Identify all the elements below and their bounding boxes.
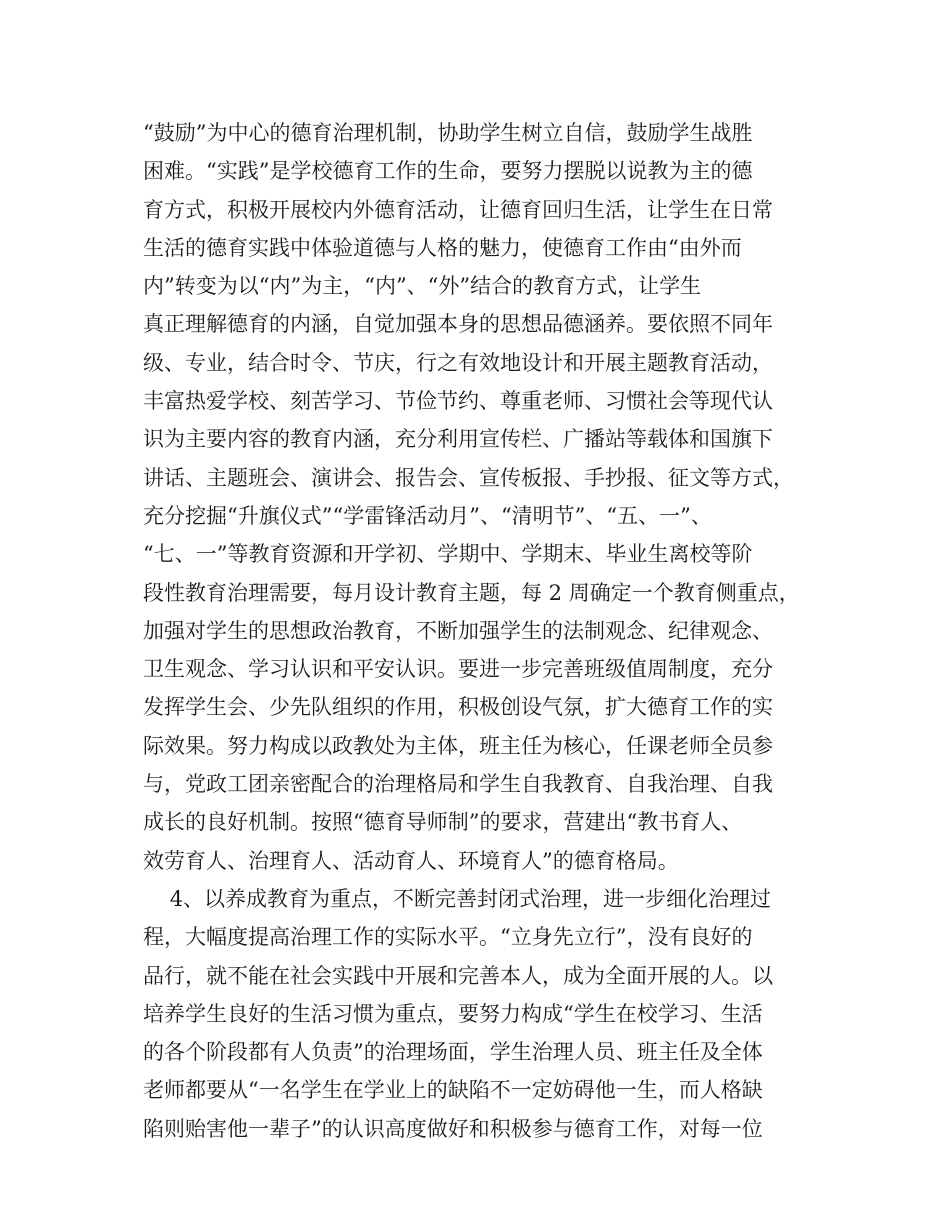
text-line: 加强对学生的思想政治教育，不断加强学生的法制观念、纪律观念、 — [143, 618, 773, 643]
text-line: 充分挖掘“升旗仪式”“学雷锋活动月”、“清明节”、“五、一”、 — [143, 503, 712, 528]
paragraph-1 — [143, 114, 823, 880]
text-line: “七、一”等教育资源和开学初、学期中、学期末、毕业生离校等阶 — [143, 542, 753, 567]
text-line: 识为主要内容的教育内涵，充分利用宣传栏、广播站等载体和国旗下 — [143, 427, 773, 452]
text-line: 与，党政工团亲密配合的治理格局和学生自我教育、自我治理、自我 — [143, 772, 773, 797]
text-line: 真正理解德育的内涵，自觉加强本身的思想品德涵养。要依照不同年 — [143, 312, 773, 337]
body-text — [143, 114, 823, 1148]
text-line: 程，大幅度提高治理工作的实际水平。“立身先立行”，没有良好的 — [143, 925, 753, 950]
text-line: 级、专业，结合时令、节庆，行之有效地设计和开展主题教育活动， — [143, 350, 773, 375]
text-line: 段性教育治理需要，每月设计教育主题，每 2 周确定一个教育侧重点， — [143, 580, 800, 605]
text-line: 效劳育人、治理育人、活动育人、环境育人”的德育格局。 — [143, 848, 679, 873]
paragraph-2 — [143, 880, 823, 1148]
text-line: 困难。“实践”是学校德育工作的生命，要努力摆脱以说教为主的德 — [143, 159, 753, 184]
text-line: 4、以养成教育为重点，不断完善封闭式治理，进一步细化治理过 — [143, 886, 772, 911]
text-line: 际效果。努力构成以政教处为主体，班主任为核心，任课老师全员参 — [143, 733, 773, 758]
text-line: 发挥学生会、少先队组织的作用，积极创设气氛，扩大德育工作的实 — [143, 695, 773, 720]
text-line: “鼓励”为中心的德育治理机制，协助学生树立自信，鼓励学生战胜 — [143, 121, 753, 145]
text-line: 陷则贻害他一辈子”的认识高度做好和积极参与德育工作，对每一位 — [143, 1116, 763, 1141]
text-line: 培养学生良好的生活习惯为重点，要努力构成“学生在校学习、生活 — [143, 1001, 763, 1026]
text-line: 育方式，积极开展校内外德育活动，让德育回归生活，让学生在日常 — [143, 197, 773, 222]
text-line: 的各个阶段都有人负责”的治理场面，学生治理人员、班主任及全体 — [143, 1040, 763, 1065]
text-line: 品行，就不能在社会实践中开展和完善本人，成为全面开展的人。以 — [143, 963, 773, 988]
text-line: 老师都要从“一名学生在学业上的缺陷不一定妨碍他一生，而人格缺 — [143, 1078, 763, 1103]
text-line: 内”转变为以“内”为主，“内”、“外”结合的教育方式，让学生 — [143, 274, 702, 299]
text-line: 讲话、主题班会、演讲会、报告会、宣传板报、手抄报、征文等方式， — [143, 465, 794, 490]
text-line: 成长的良好机制。按照“德育导师制”的要求，营建出“教书育人、 — [143, 810, 743, 835]
text-line: 卫生观念、学习认识和平安认识。要进一步完善班级值周制度，充分 — [143, 657, 773, 682]
text-line: 生活的德育实践中体验道德与人格的魅力，使德育工作由“由外而 — [143, 235, 742, 260]
text-line: 丰富热爱学校、刻苦学习、节俭节约、尊重老师、习惯社会等现代认 — [143, 389, 773, 414]
